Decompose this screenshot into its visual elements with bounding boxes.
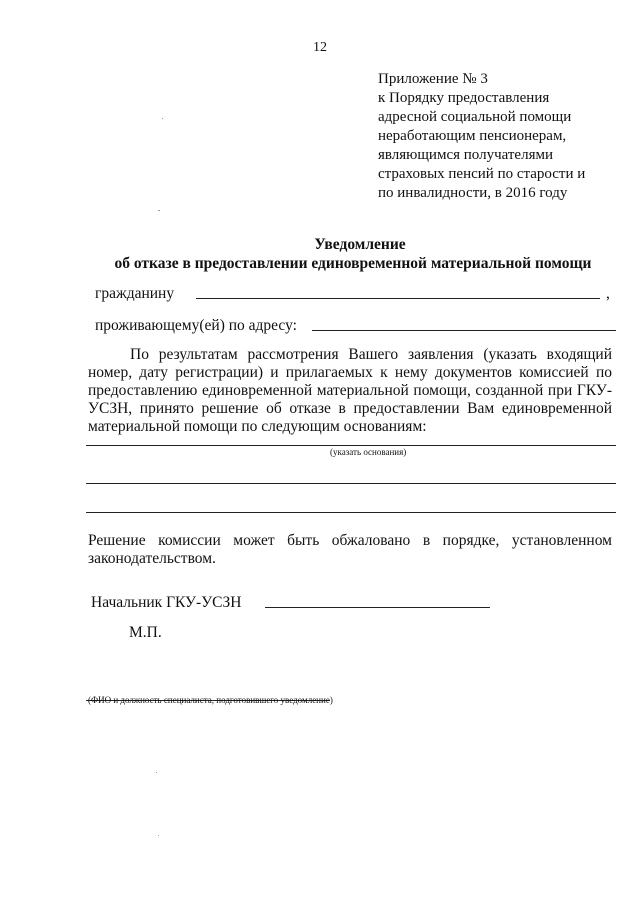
grounds-line-3: [86, 512, 616, 513]
specialist-hint: (ФИО и должность специалиста, подготовившего уведомление): [88, 695, 333, 705]
head-signature-label: Начальник ГКУ-УСЗН: [91, 594, 242, 611]
appendix-line: Приложение № 3: [378, 71, 488, 87]
grounds-line-2: [86, 483, 616, 484]
decision-paragraph: [88, 346, 612, 436]
decision-line: материальной помощи по следующим основаниям:: [88, 418, 427, 435]
decision-line: номер, дату регистрации) и прилагаемых к нему документов комиссией по: [88, 364, 612, 381]
appeal-paragraph: [88, 532, 612, 568]
notice-title: Уведомление: [314, 236, 406, 253]
page-number: 12: [313, 40, 327, 55]
scan-speck: [158, 210, 160, 211]
grounds-line-1: [86, 445, 616, 446]
appendix-line: адресной социальной помощи: [378, 109, 572, 125]
stamp-label: М.П.: [129, 624, 162, 641]
citizen-name-line: [196, 298, 600, 299]
decision-line: предоставлению единовременной материальной помощи, созданной при ГКУ-: [88, 382, 612, 399]
address-line: [312, 330, 616, 331]
head-signature-line: [265, 607, 490, 608]
appendix-line: по инвалидности, в 2016 году: [378, 185, 568, 201]
decision-line: УСЗН, принято решение об отказе в предоставлении Вам единовременной: [88, 400, 612, 417]
appendix-line: к Порядку предоставления: [378, 90, 550, 106]
scan-speck: [158, 835, 159, 836]
citizen-comma: ,: [606, 285, 610, 302]
citizen-label: гражданину: [95, 285, 175, 302]
appeal-line: законодательством.: [88, 550, 216, 567]
grounds-hint: (указать основания): [330, 447, 407, 457]
appendix-line: страховых пенсий по старости и: [378, 166, 586, 182]
notice-subtitle: об отказе в предоставлении единовременной материальной помощи: [114, 255, 592, 272]
appendix-line: являющимся получателями: [378, 147, 553, 163]
scan-speck: [156, 772, 157, 773]
scan-speck: [162, 118, 163, 119]
address-label: проживающему(ей) по адресу:: [95, 317, 297, 334]
appendix-reference: [378, 70, 585, 203]
appendix-line: неработающим пенсионерам,: [378, 128, 567, 144]
appeal-line: Решение комиссии может быть обжаловано в порядке, установленном: [88, 532, 612, 549]
decision-line: По результатам рассмотрения Вашего заявления (указать входящий: [130, 346, 612, 363]
